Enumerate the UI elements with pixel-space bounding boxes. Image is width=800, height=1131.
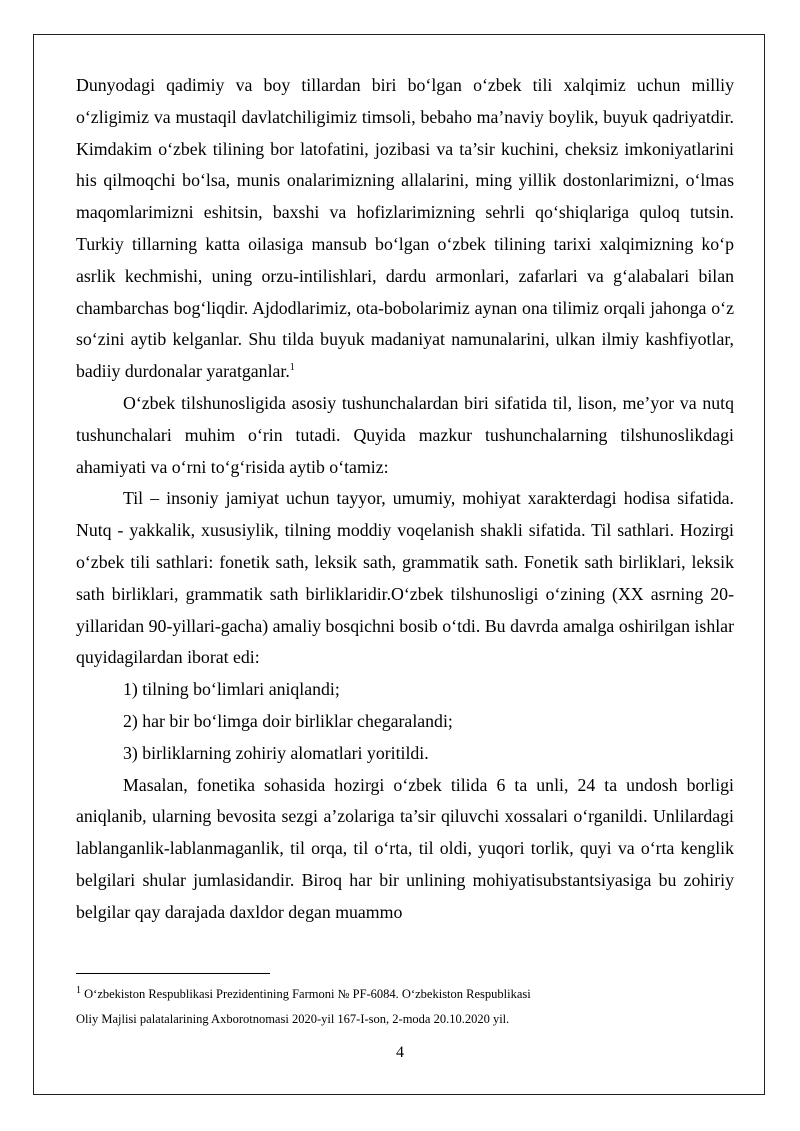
list-item: 2) har bir bo‘limga doir birliklar chegaralandi; — [123, 710, 453, 731]
footnote-line-1 — [76, 982, 734, 1007]
footnote-separator — [76, 973, 270, 974]
footnote-marker: 1 — [76, 984, 81, 996]
list-item: 1) tilning bo‘limlari aniqlandi; — [123, 679, 340, 700]
paragraph-intro-text: Dunyodagi qadimiy va boy tillardan biri bo‘lgan o‘zbek tili xalqimiz uchun milliy o‘zligimiz va mustaqil davlatchiligimiz timsoli, bebaho ma’naviy boylik, buyuk qadriyatdir. Kimdakim o‘zbek tilining bor latofatini, jozibasi va ta’sir kuchini, cheksiz imkoniyatlarini his qilmoqchi bo‘lsa, munis onalarimizning allalarini, ming yillik dostonlarimizni, o‘lmas maqomlarimizni eshitsin, baxshi va hofizlarimizning sehrli qo‘shiqlariga quloq tutsin. Turkiy tillarning katta oilasiga mansub bo‘lgan o‘zbek tilining tarixi xalqimizning ko‘p asrlik kechmishi, uning orzu-intilishlari, dardu armonlari, zafarlari va g‘alabalari bilan chambarchas bog‘liqdir. Ajdodlarimiz, ota-bobolarimiz aynan ona tilimiz orqali jahonga o‘z so‘zini aytib kelganlar. Shu tilda buyuk madaniyat namunalarini, ulkan ilmiy kashfiyotlar, badiiy durdonalar yaratganlar. — [76, 75, 734, 382]
footnote — [76, 982, 734, 1032]
paragraph-language-speech: Til – insoniy jamiyat uchun tayyor, umumiy, mohiyat xarakterdagi hodisa sifatida. Nutq - yakkalik, xususiylik, tilning moddiy voqelanish shakli sifatida. Til sathlari. Hozirgi o‘zbek tili sathlari: fonetik sath, leksik sath, grammatik sath. Fonetik sath birliklari, leksik sath birliklari, grammatik sath birliklaridir.O‘zbek tilshunosligi o‘zining (XX asrning 20-yillaridan 90-yillari-gacha) amaliy bosqichni bosib o‘tdi. Bu davrda amalga oshirilgan ishlar quyidagilardan iborat edi: — [76, 488, 734, 668]
paragraph-phonetics: Masalan, fonetika sohasida hozirgi o‘zbek tilida 6 ta unli, 24 ta undosh borligi aniqlanib, ularning bevosita sezgi a’zolariga ta’sir qiluvchi xossalari o‘rganildi. Unlilardagi lablanganlik-lablanmaganlik, til orqa, til o‘rta, til oldi, yuqori torlik, quyi va o‘rta kenglik belgilari shular jumlasidandir. Biroq har bir unlining mohiyatisubstantsiyasiga bu zohiriy belgilar qay darajada daxldor degan muammo — [76, 774, 734, 922]
paragraph-concepts: O‘zbek tilshunosligida asosiy tushunchalardan biri sifatida til, lison, me’yor va nutq tushunchalari muhim o‘rin tutadi. Quyida mazkur tushunchalarning tilshunoslikdagi ahamiyati va o‘rni to‘g‘risida aytib o‘tamiz: — [76, 392, 734, 477]
document-body — [76, 70, 734, 929]
paragraph-intro — [76, 70, 734, 388]
page-number: 4 — [396, 1044, 404, 1061]
footnote-line-2: Oliy Majlisi palatalarining Axborotnomasi 2020-yil 167-I-son, 2-moda 20.10.2020 yil. — [76, 1012, 510, 1026]
list-item: 3) birliklarning zohiriy alomatlari yoritildi. — [123, 742, 429, 763]
footnote-reference[interactable]: 1 — [289, 362, 295, 374]
footnote-text-1: O‘zbekiston Respublikasi Prezidentining Farmoni № PF-6084. O‘zbekiston Respublikasi — [81, 987, 531, 1001]
